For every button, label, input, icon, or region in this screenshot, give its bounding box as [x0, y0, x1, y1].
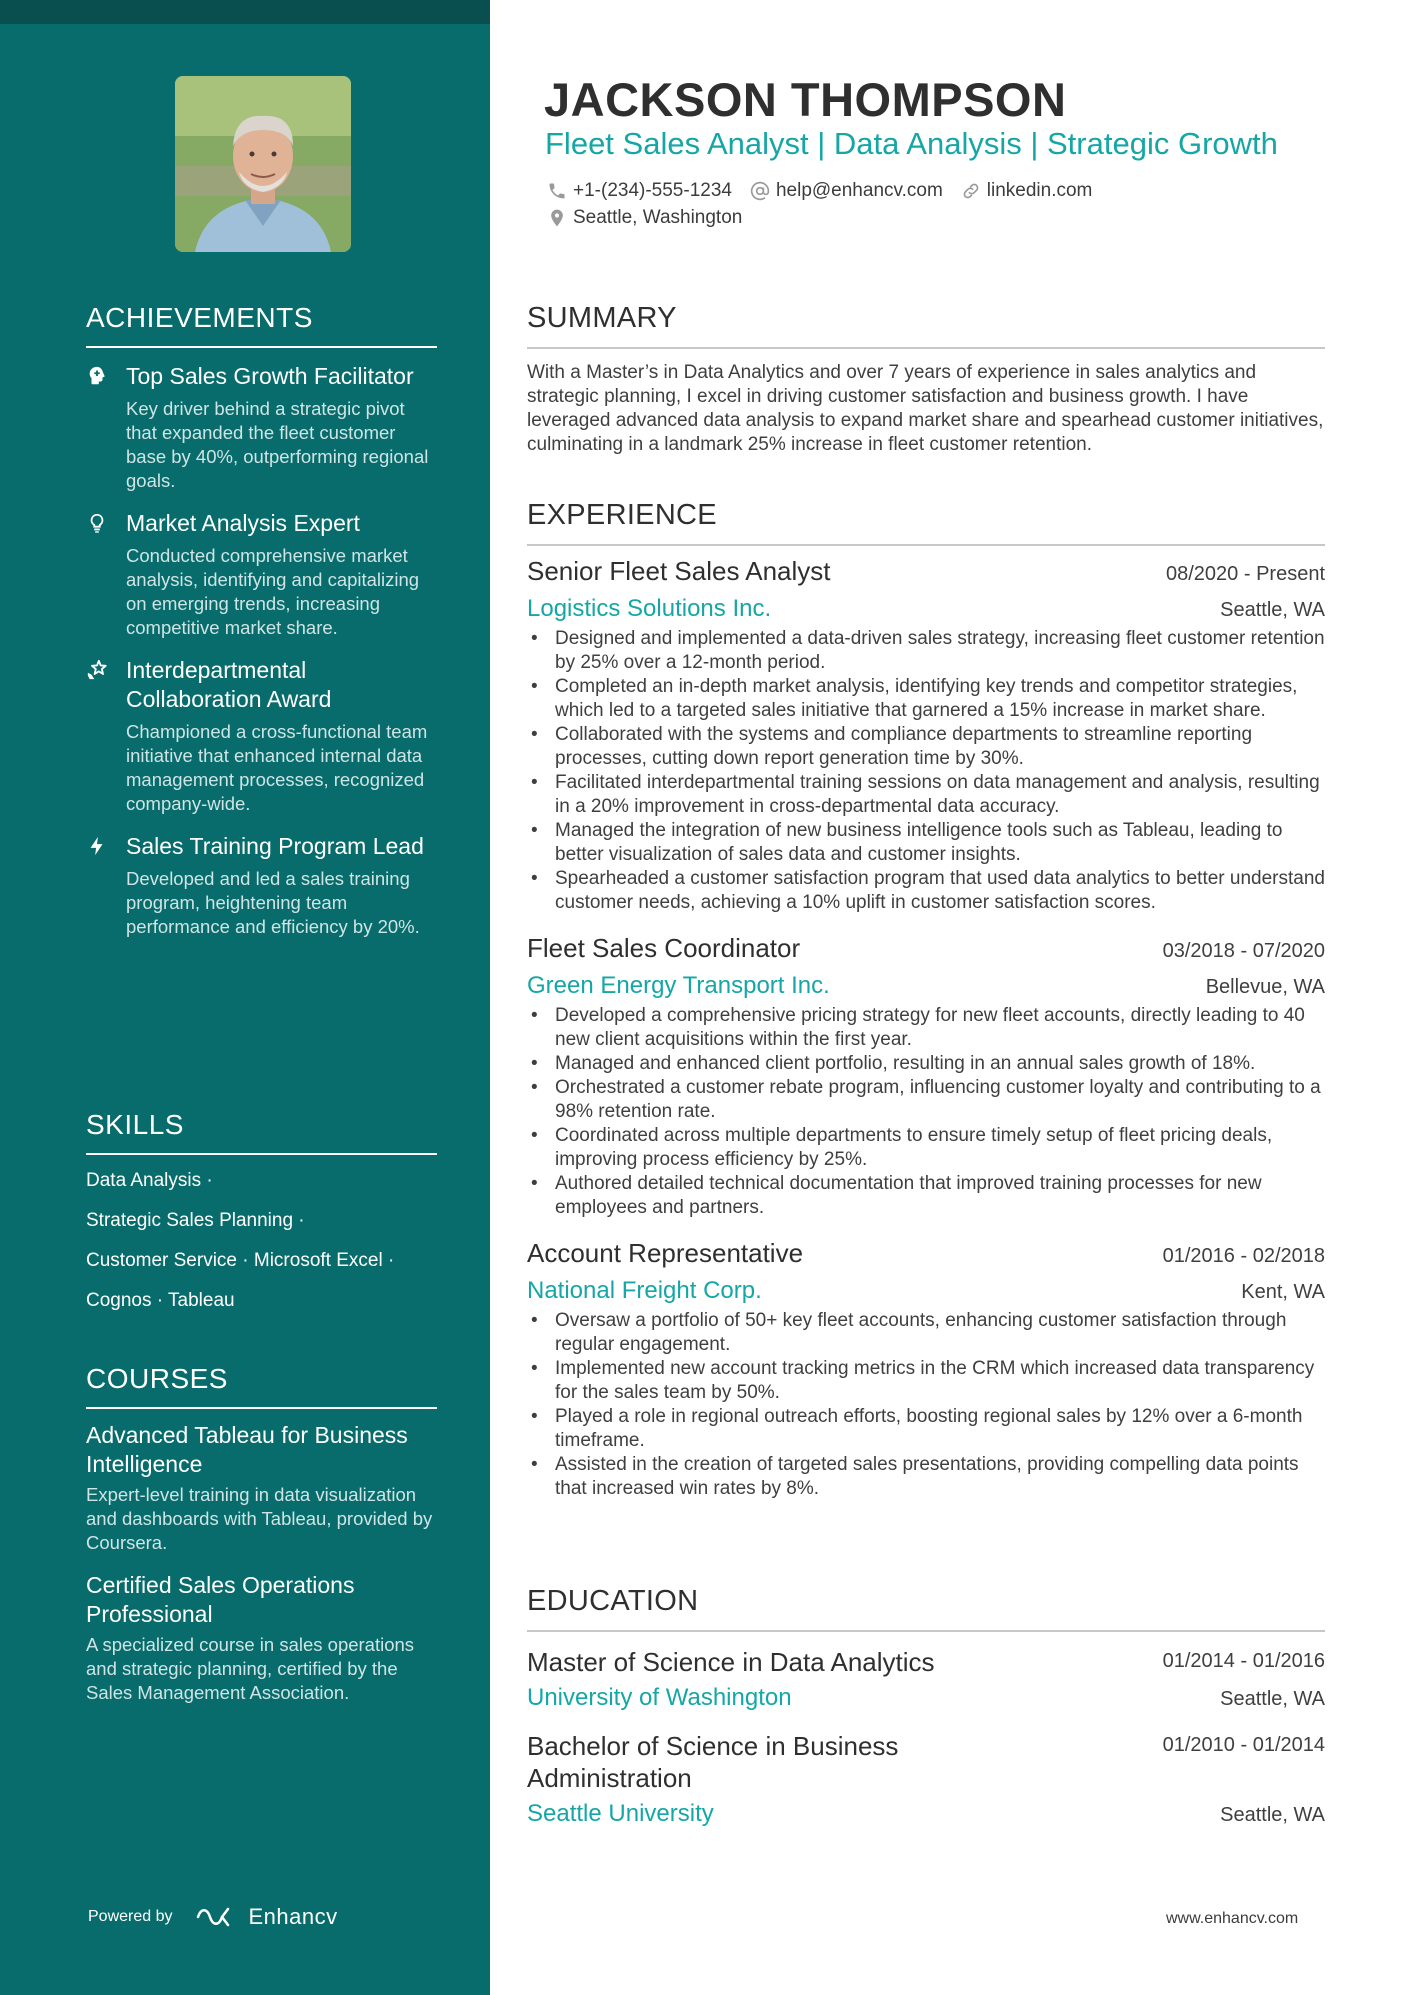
- achievement-description: Key driver behind a strategic pivot that expanded the fleet customer base by 40%, outperforming regional goals.: [126, 398, 429, 491]
- skills-section: [86, 1109, 437, 1321]
- contact-location-row: [547, 207, 742, 229]
- job-bullet: • Developed a comprehensive pricing strategy for new fleet accounts, directly leading to 40 new client acquisitions within the first year.: [527, 1004, 1325, 1052]
- achievement-title: Top Sales Growth Facilitator: [126, 363, 414, 389]
- job-bullet: • Coordinated across multiple departments to ensure timely setup of fleet pricing deals, improving process efficiency by 25%.: [527, 1124, 1325, 1172]
- location-text: Seattle, Washington: [573, 207, 743, 228]
- courses-title: COURSES: [86, 1363, 437, 1409]
- achievement-item: [86, 362, 437, 493]
- summary-section: [527, 302, 1325, 457]
- contact-linkedin[interactable]: [961, 180, 1093, 202]
- contact-location: [547, 207, 742, 229]
- skills-list: [86, 1161, 437, 1321]
- job-location: Seattle, WA: [1220, 599, 1325, 621]
- footer-website-link[interactable]: www.enhancv.com: [1166, 1910, 1299, 1927]
- experience-section: [527, 499, 1325, 1501]
- powered-by-label: Powered by: [88, 1908, 173, 1925]
- courses-list: [86, 1421, 437, 1705]
- contact-row: [547, 180, 1092, 202]
- achievement-title: Interdepartmental Collaboration Award: [126, 657, 332, 712]
- job-title: Account Representative: [527, 1238, 804, 1268]
- lightbulb-icon: [86, 512, 108, 534]
- summary-text: With a Master’s in Data Analytics and over 7 years of experience in sales analytics and strategic planning, I excel in driving customer satisfaction and business growth. I have leveraged advanced data analysis to expand market share and spearhead customer initiatives, culminating in a landmark 25% increase in fleet customer retention.: [527, 362, 1324, 455]
- achievements-section: [86, 302, 437, 939]
- job-entry: [527, 933, 1325, 1220]
- achievement-description: Conducted comprehensive market analysis, identifying and capitalizing on emerging trends, increasing competitive market share.: [126, 545, 420, 638]
- job-entry: [527, 556, 1325, 915]
- job-company: National Freight Corp.: [527, 1277, 762, 1304]
- job-bullet: • Authored detailed technical documentation that improved training processes for new employees and partners.: [527, 1172, 1325, 1220]
- education-entry: [527, 1646, 1325, 1712]
- job-date: 08/2020 - Present: [1166, 563, 1325, 585]
- job-date: 01/2016 - 02/2018: [1162, 1245, 1325, 1267]
- job-bullet: • Implemented new account tracking metrics in the CRM which increased data transparency for the sales team by 50%.: [527, 1357, 1325, 1405]
- job-bullets: [527, 1309, 1325, 1501]
- achievements-title: ACHIEVEMENTS: [86, 302, 437, 348]
- course-description: Expert-level training in data visualization and dashboards with Tableau, provided by Coursera.: [86, 1484, 433, 1553]
- education-entry: [527, 1730, 1325, 1828]
- skills-line: Cognos · Tableau: [86, 1290, 235, 1311]
- education-degree: Master of Science in Data Analytics: [527, 1647, 935, 1677]
- education-degree: Bachelor of Science in Business Administration: [527, 1731, 899, 1793]
- sidebar-top-strip: [0, 0, 490, 24]
- profile-photo-illustration: [175, 76, 351, 252]
- achievement-title: Market Analysis Expert: [126, 510, 360, 536]
- experience-title: EXPERIENCE: [527, 499, 1325, 546]
- job-bullet: • Managed the integration of new business intelligence tools such as Tableau, leading to better visualization of sales data and customer insights.: [527, 819, 1325, 867]
- achievement-title: Sales Training Program Lead: [126, 833, 424, 859]
- achievement-description: Developed and led a sales training program, heightening team performance and efficiency by 20%.: [126, 868, 420, 937]
- star-hand-icon: [86, 659, 108, 681]
- education-section: [527, 1585, 1325, 1828]
- course-title: Certified Sales Operations Professional: [86, 1572, 355, 1627]
- job-bullets: [527, 627, 1325, 915]
- powered-by: [88, 1904, 338, 1930]
- education-date: 01/2014 - 01/2016: [1162, 1650, 1325, 1672]
- job-bullet: • Collaborated with the systems and compliance departments to streamline reporting processes, cutting down report generation time by 30%.: [527, 723, 1325, 771]
- job-bullet: • Oversaw a portfolio of 50+ key fleet accounts, enhancing customer satisfaction through regular engagement.: [527, 1309, 1325, 1357]
- job-bullet: • Played a role in regional outreach efforts, boosting regional sales by 12% over a 6-month timeframe.: [527, 1405, 1325, 1453]
- education-school: Seattle University: [527, 1800, 714, 1827]
- location-pin-icon: [547, 208, 567, 228]
- job-title: Senior Fleet Sales Analyst: [527, 556, 831, 586]
- summary-title: SUMMARY: [527, 302, 1325, 349]
- job-location: Bellevue, WA: [1205, 976, 1325, 998]
- course-item: [86, 1571, 437, 1705]
- education-school: University of Washington: [527, 1684, 792, 1711]
- skills-title: SKILLS: [86, 1109, 437, 1155]
- course-description: A specialized course in sales operations and strategic planning, certified by the Sales Management Association.: [86, 1634, 415, 1703]
- linkedin-text: linkedin.com: [986, 180, 1093, 201]
- job-location: Kent, WA: [1241, 1281, 1325, 1303]
- candidate-name: JACKSON THOMPSON: [544, 73, 1067, 126]
- education-title: EDUCATION: [527, 1585, 1325, 1632]
- job-bullet: • Spearheaded a customer satisfaction program that used data analytics to better understand customer needs, achieving a 10% uplift in customer satisfaction scores.: [527, 867, 1325, 915]
- contact-email[interactable]: [750, 180, 943, 202]
- enhancv-logo[interactable]: [195, 1904, 338, 1930]
- sidebar: [0, 0, 490, 1995]
- job-bullet: • Orchestrated a customer rebate program, influencing customer loyalty and contributing to a 98% retention rate.: [527, 1076, 1325, 1124]
- skills-line: Data Analysis ·: [86, 1170, 213, 1191]
- link-icon: [961, 181, 981, 201]
- enhancv-logo-text: Enhancv: [248, 1904, 338, 1929]
- brain-head-icon: [86, 365, 108, 387]
- phone-text: +1-(234)-555-1234: [573, 180, 732, 201]
- lightning-icon: [86, 835, 108, 857]
- job-entry: [527, 1238, 1325, 1501]
- skills-line: Strategic Sales Planning ·: [86, 1210, 305, 1231]
- enhancv-logo-icon: [195, 1905, 241, 1929]
- course-title: Advanced Tableau for Business Intelligence: [86, 1422, 408, 1477]
- candidate-role: Fleet Sales Analyst | Data Analysis | Strategic Growth: [545, 126, 1278, 161]
- job-bullet: • Assisted in the creation of targeted sales presentations, providing compelling data points that increased win rates by 8%.: [527, 1453, 1325, 1501]
- achievement-item: [86, 832, 437, 939]
- education-date: 01/2010 - 01/2014: [1162, 1734, 1325, 1756]
- job-bullets: [527, 1004, 1325, 1220]
- job-bullet: • Facilitated interdepartmental training sessions on data management and analysis, resulting in a 20% improvement in cross-departmental data accuracy.: [527, 771, 1325, 819]
- job-bullet: • Completed an in-depth market analysis, identifying key trends and competitor strategies, which led to a targeted sales initiative that garnered a 15% increase in market share.: [527, 675, 1325, 723]
- achievement-item: [86, 656, 437, 816]
- achievement-description: Championed a cross-functional team initiative that enhanced internal data management processes, recognized company-wide.: [126, 721, 428, 814]
- contact-phone[interactable]: [547, 180, 732, 202]
- job-company: Logistics Solutions Inc.: [527, 595, 772, 622]
- achievements-list: [86, 362, 437, 939]
- skills-line: Customer Service · Microsoft Excel ·: [86, 1250, 395, 1271]
- job-bullet: • Designed and implemented a data-driven sales strategy, increasing fleet customer retention by 25% over a 12-month period.: [527, 627, 1325, 675]
- job-company: Green Energy Transport Inc.: [527, 972, 830, 999]
- achievement-item: [86, 509, 437, 640]
- phone-icon: [547, 181, 567, 201]
- job-title: Fleet Sales Coordinator: [527, 933, 801, 963]
- at-sign-icon: [750, 181, 770, 201]
- courses-section: [86, 1363, 437, 1705]
- course-item: [86, 1421, 437, 1555]
- job-bullet: • Managed and enhanced client portfolio, resulting in an annual sales growth of 18%.: [527, 1052, 1325, 1076]
- profile-photo: [175, 76, 351, 252]
- education-location: Seattle, WA: [1220, 1688, 1325, 1710]
- education-location: Seattle, WA: [1220, 1804, 1325, 1826]
- email-text: help@enhancv.com: [775, 180, 943, 201]
- job-date: 03/2018 - 07/2020: [1162, 940, 1325, 962]
